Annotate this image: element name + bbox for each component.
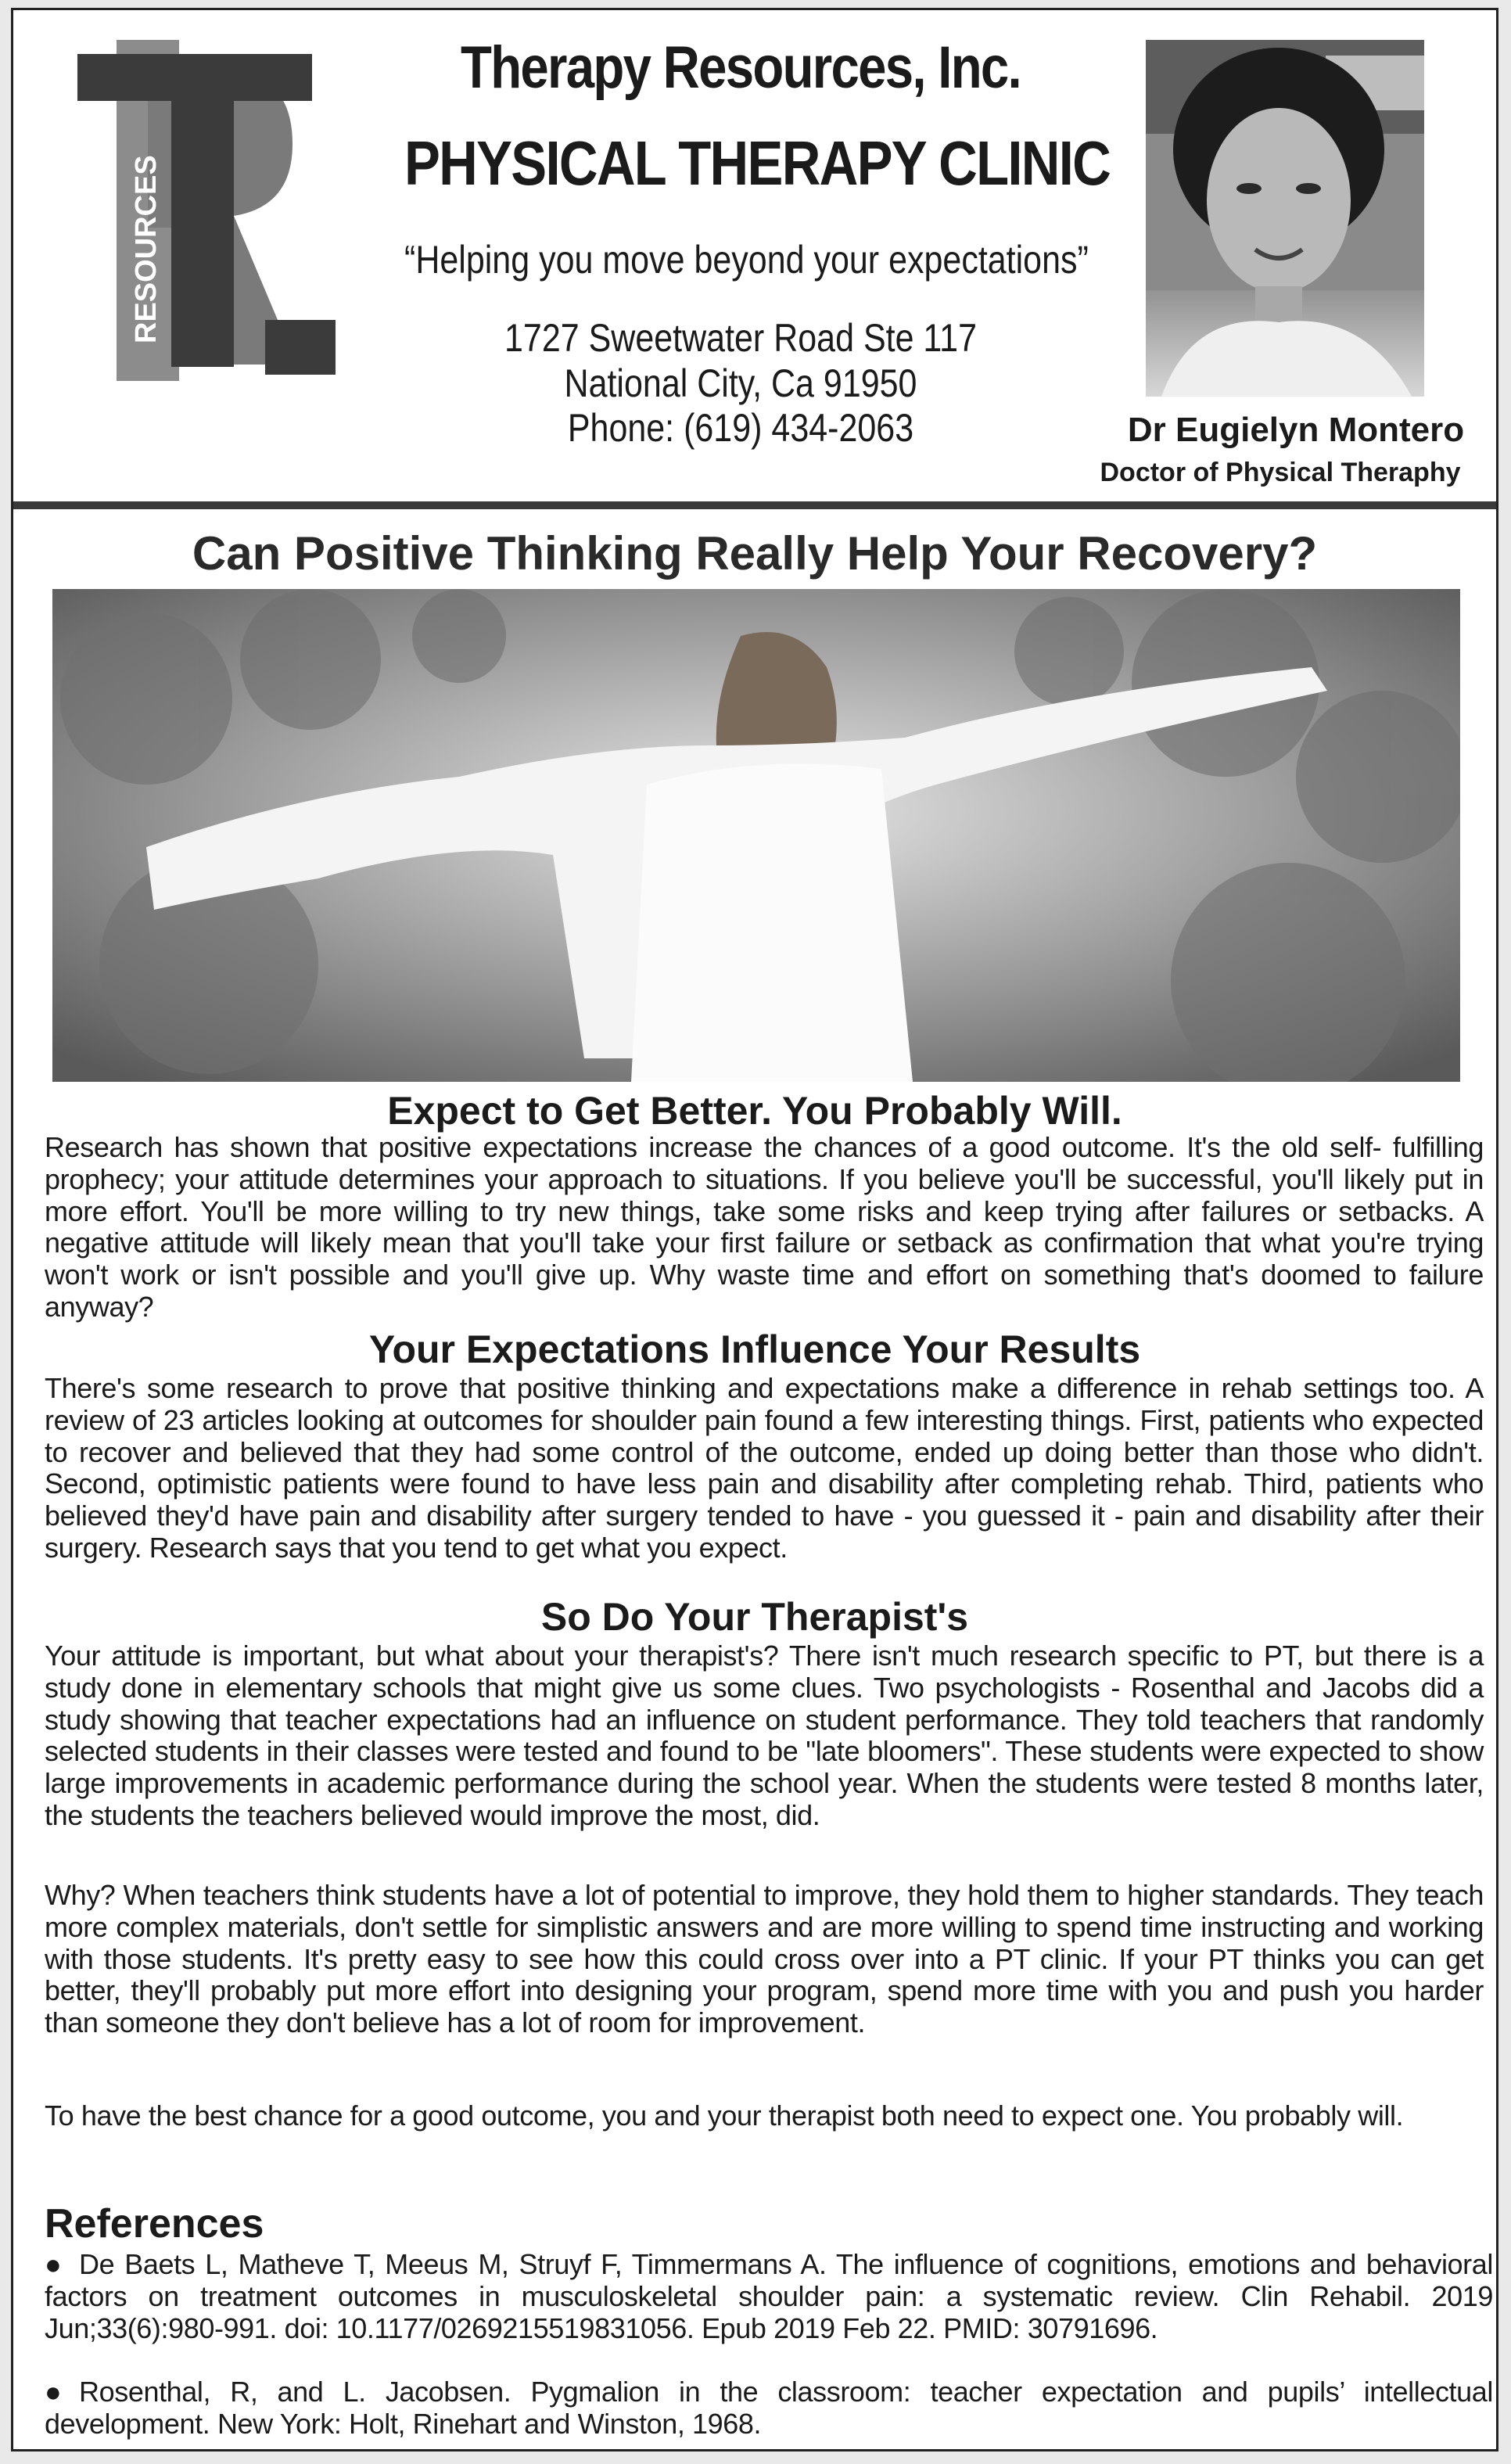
clinic-type: PHYSICAL THERAPY CLINIC <box>404 128 1111 198</box>
section-heading-expectations: Your Expectations Influence Your Results <box>368 1327 1141 1371</box>
references-heading: References <box>45 2201 264 2247</box>
logo-inc-text: INC <box>257 210 296 270</box>
section-paragraph: There's some research to prove that positive thinking and expectations make a difference in rehab settings too. A review of 23 articles looking at outcomes for shoulder pain found a few interesting things. First, patients who expected to recover and believed that they had some control of the outcome, ended up doing better than those who didn't. Second, optimistic patients were found to have less pain and disability after completing rehab. Third, patients who believed they'd have pain and disability after surgery tended to have - you guessed it - pain and disability after their surgery. Research says that you tend to get what you expect. <box>45 1372 1484 1564</box>
address-line-2: National City, Ca 91950 <box>564 361 917 405</box>
section-paragraph: Why? When teachers think students have a lot of potential to improve, they hold them to higher standards. They teach more complex materials, don't settle for simplistic answers and are more willing to spend time instructing and working with those students. It's pretty easy to see how this could cross over into a PT clinic. If your PT thinks you can get better, they'll probably put more effort into designing your program, spend more time with you and push you harder than someone they don't believe has a lot of room for improvement. <box>45 1879 1484 2039</box>
header-divider <box>13 501 1496 509</box>
closing-paragraph: To have the best chance for a good outcome, you and your therapist both need to expect one. You probably will. <box>45 2099 1404 2132</box>
hero-photo-woman-arms-outstretched <box>52 589 1460 1082</box>
section-paragraph: Your attitude is important, but what about your therapist's? There isn't much research specific to PT, but there is a study done in elementary schools that might give us some clues. Two psychologists - Rosenthal and Jacobs did a study showing that teacher expectations had an influence on student performance. They told teachers that randomly selected students in their classes were tested and found to be "late bloomers". These students were expected to show large improvements in academic performance during the school year. When the students were tested 8 months later, the students the teachers believed would improve the most, did. <box>45 1640 1484 1831</box>
reference-item <box>45 2249 1493 2344</box>
clinic-name: Therapy Resources, Inc. <box>460 34 1021 101</box>
address-line-1: 1727 Sweetwater Road Ste 117 <box>504 316 977 360</box>
tagline: “Helping you move beyond your expectations” <box>404 238 1089 282</box>
section-heading-therapist: So Do Your Therapist's <box>540 1595 969 1639</box>
section-heading-expect: Expect to Get Better. You Probably Will. <box>387 1089 1122 1133</box>
bullet-icon: ● <box>45 2376 62 2408</box>
reference-text: Rosenthal, R, and L. Jacobsen. Pygmalion in the classroom: teacher expectation and pupils’ intellectual development. New York: Holt, Rinehart and Winston, 1968. <box>45 2376 1493 2440</box>
flyer-page <box>11 8 1498 2451</box>
doctor-photo <box>1146 40 1424 397</box>
article-headline: Can Positive Thinking Really Help Your Recovery? <box>192 527 1318 580</box>
logo-vertical-text-2: RESOURCES <box>130 155 163 343</box>
doctor-name: Dr Eugielyn Montero <box>1127 411 1465 449</box>
reference-item <box>45 2376 1493 2441</box>
reference-text: De Baets L, Matheve T, Meeus M, Struyf F, Timmermans A. The influence of cognitions, emotions and behavioral factors on treatment outcomes in musculoskeletal shoulder pain: a systematic review. Clin Rehabil. 2019 Jun;33(6):980-991. doi: 10.1177/0269215519831056. Epub 2019 Feb 22. PMID: 30791696. <box>45 2248 1493 2344</box>
section-paragraph: Research has shown that positive expectations increase the chances of a good outcome. It's the old self- fulfilling prophecy; your attitude determines your approach to situations. If you believe you'll be successful, you'll likely put in more effort. You'll be more willing to try new things, take some risks and keep trying after failures or setbacks. A negative attitude will likely mean that you'll take your first failure or setback as confirmation that what you're trying won't work or isn't possible and you'll give up. Why waste time and effort on something that's doomed to failure anyway? <box>45 1131 1484 1323</box>
therapy-resources-logo <box>31 38 343 383</box>
doctor-title: Doctor of Physical Theraphy <box>1100 458 1461 487</box>
bullet-icon: ● <box>45 2248 62 2280</box>
logo-vertical-text-1: THERAPY <box>74 117 116 296</box>
phone-number: Phone: (619) 434-2063 <box>567 406 914 450</box>
